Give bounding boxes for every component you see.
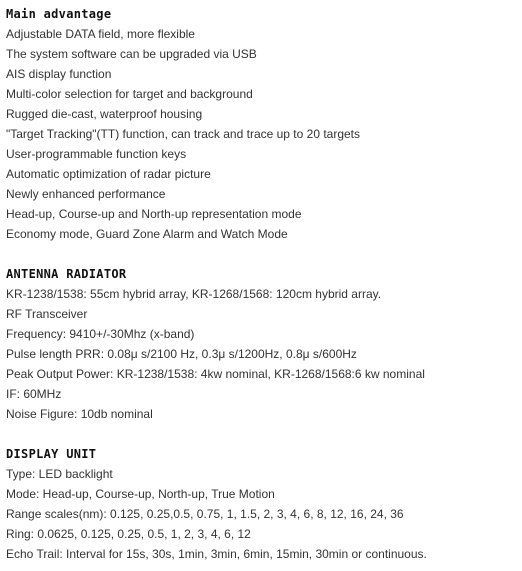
section-heading: DISPLAY UNIT [6, 447, 97, 461]
spec-line: Echo Trail: Interval for 15s, 30s, 1min, 3min, 6min, 15min, 30min or continuous. [6, 547, 427, 561]
spec-line: Head-up, Course-up and North-up representation mode [6, 207, 302, 221]
spec-line: Range scales(nm): 0.125, 0.25,0.5, 0.75, 1, 1.5, 2, 3, 4, 6, 8, 12, 16, 24, 36 [6, 507, 404, 521]
spec-line: Automatic optimization of radar picture [6, 167, 211, 181]
section-main-advantage [6, 4, 518, 244]
spec-line: Economy mode, Guard Zone Alarm and Watch Mode [6, 227, 288, 241]
section-display-unit [6, 444, 518, 564]
spec-line: Noise Figure: 10db nominal [6, 407, 153, 421]
section-spacer [6, 244, 518, 264]
spec-line: Frequency: 9410+/-30Mhz (x-band) [6, 327, 195, 341]
spec-line: Newly enhanced performance [6, 187, 166, 201]
spec-line: IF: 60MHz [6, 387, 62, 401]
section-heading: Main advantage [6, 7, 112, 21]
spec-line: KR-1238/1538: 55cm hybrid array, KR-1268/1568: 120cm hybrid array. [6, 287, 382, 301]
section-antenna-radiator [6, 264, 518, 424]
section-spacer [6, 424, 518, 444]
spec-line: "Target Tracking"(TT) function, can track and trace up to 20 targets [6, 127, 361, 141]
spec-line: Multi-color selection for target and background [6, 87, 253, 101]
spec-line: Ring: 0.0625, 0.125, 0.25, 0.5, 1, 2, 3, 4, 6, 12 [6, 527, 251, 541]
spec-line: Pulse length PRR: 0.08μ s/2100 Hz, 0.3μ s/1200Hz, 0.8μ s/600Hz [6, 347, 357, 361]
spec-line: The system software can be upgraded via USB [6, 47, 257, 61]
spec-line: Rugged die-cast, waterproof housing [6, 107, 203, 121]
spec-line: AIS display function [6, 67, 112, 81]
spec-line: User-programmable function keys [6, 147, 187, 161]
spec-line: RF Transceiver [6, 307, 88, 321]
spec-line: Peak Output Power: KR-1238/1538: 4kw nominal, KR-1268/1568:6 kw nominal [6, 367, 425, 381]
section-heading: ANTENNA RADIATOR [6, 267, 127, 281]
spec-line: Mode: Head-up, Course-up, North-up, True Motion [6, 487, 275, 501]
spec-line: Adjustable DATA field, more flexible [6, 27, 195, 41]
spec-document [6, 4, 518, 564]
spec-line: Type: LED backlight [6, 467, 113, 481]
